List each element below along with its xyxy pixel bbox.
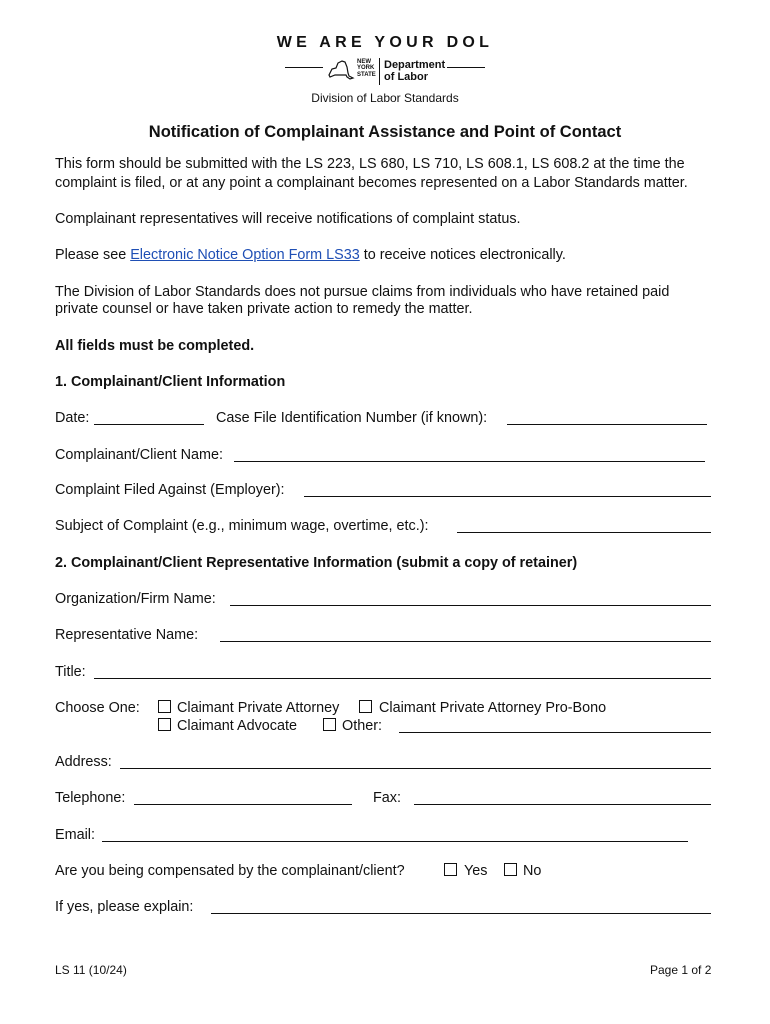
section1-heading: 1. Complainant/Client Information <box>55 374 286 390</box>
state-line-3: STATE <box>357 71 376 78</box>
intro-p3-prefix: Please see <box>55 247 131 263</box>
date-field[interactable] <box>94 424 204 425</box>
email-label: Email: <box>55 827 95 843</box>
subject-label: Subject of Complaint (e.g., minimum wage, overtime, etc.): <box>55 518 429 534</box>
no-checkbox[interactable] <box>504 863 517 876</box>
subject-field[interactable] <box>457 532 711 533</box>
header-rule-left <box>285 67 323 68</box>
no-label: No <box>523 863 542 879</box>
intro-p1-line2: complaint is filed, or at any point a complainant becomes represented on a Labor Standards matter. <box>55 175 688 191</box>
org-field[interactable] <box>230 605 711 606</box>
claimant-advocate-checkbox[interactable] <box>158 718 171 731</box>
required-notice: All fields must be completed. <box>55 338 255 354</box>
title-field[interactable] <box>94 678 711 679</box>
date-label: Date: <box>55 410 90 426</box>
dept-line-2: of Labor <box>384 71 428 83</box>
department-wordmark <box>384 59 445 83</box>
title-label: Title: <box>55 664 86 680</box>
state-line-1: NEW <box>357 59 371 65</box>
other-field[interactable] <box>399 732 711 733</box>
fax-field[interactable] <box>414 804 711 805</box>
choose-one-label: Choose One: <box>55 700 140 716</box>
header-rule-right <box>447 67 485 68</box>
other-label: Other: <box>342 718 382 734</box>
employer-label: Complaint Filed Against (Employer): <box>55 482 285 498</box>
pro-bono-checkbox[interactable] <box>359 700 372 713</box>
brand-tagline: WE ARE YOUR DOL <box>276 34 494 51</box>
ls33-form-link[interactable]: Electronic Notice Option Form LS33 <box>130 247 360 263</box>
ny-state-wordmark <box>357 59 376 78</box>
intro-p2: Complainant representatives will receive notifications of complaint status. <box>55 211 521 227</box>
other-checkbox[interactable] <box>323 718 336 731</box>
address-label: Address: <box>55 754 112 770</box>
yes-label: Yes <box>464 863 488 879</box>
form-title: Notification of Complainant Assistance and Point of Contact <box>148 123 622 141</box>
org-label: Organization/Firm Name: <box>55 591 216 607</box>
claimant-advocate-label: Claimant Advocate <box>177 718 297 734</box>
private-attorney-checkbox[interactable] <box>158 700 171 713</box>
telephone-label: Telephone: <box>55 790 126 806</box>
intro-p4-line1: The Division of Labor Standards does not pursue claims from individuals who have retained paid <box>55 284 670 300</box>
intro-p3-suffix: to receive notices electronically. <box>359 247 566 263</box>
division-name: Division of Labor Standards <box>311 91 459 105</box>
logo-divider <box>379 58 380 85</box>
state-line-2: YORK <box>357 65 375 72</box>
page-number: Page 1 of 2 <box>650 963 712 977</box>
ny-state-logo-icon <box>326 57 356 81</box>
explain-field[interactable] <box>211 913 711 914</box>
telephone-field[interactable] <box>134 804 352 805</box>
form-id: LS 11 (10/24) <box>55 963 127 977</box>
private-attorney-label: Claimant Private Attorney <box>177 700 340 716</box>
complainant-name-label: Complainant/Client Name: <box>55 447 223 463</box>
dept-line-1: Department <box>384 59 446 71</box>
intro-p3 <box>55 247 566 263</box>
rep-name-label: Representative Name: <box>55 627 199 643</box>
case-id-field[interactable] <box>507 424 707 425</box>
compensated-question: Are you being compensated by the complainant/client? <box>55 863 405 879</box>
fax-label: Fax: <box>373 790 401 806</box>
explain-label: If yes, please explain: <box>55 899 194 915</box>
intro-p4-line2: private counsel or have taken private action to remedy the matter. <box>55 301 473 317</box>
section2-heading: 2. Complainant/Client Representative Information (submit a copy of retainer) <box>55 555 578 571</box>
intro-p1-line1: This form should be submitted with the LS 223, LS 680, LS 710, LS 608.1, LS 608.2 at the time the <box>55 156 685 172</box>
email-field[interactable] <box>102 841 688 842</box>
yes-checkbox[interactable] <box>444 863 457 876</box>
case-id-label: Case File Identification Number (if known): <box>216 410 488 426</box>
address-field[interactable] <box>120 768 711 769</box>
employer-field[interactable] <box>304 496 711 497</box>
complainant-name-field[interactable] <box>234 461 705 462</box>
pro-bono-label: Claimant Private Attorney Pro-Bono <box>379 700 607 716</box>
rep-name-field[interactable] <box>220 641 711 642</box>
